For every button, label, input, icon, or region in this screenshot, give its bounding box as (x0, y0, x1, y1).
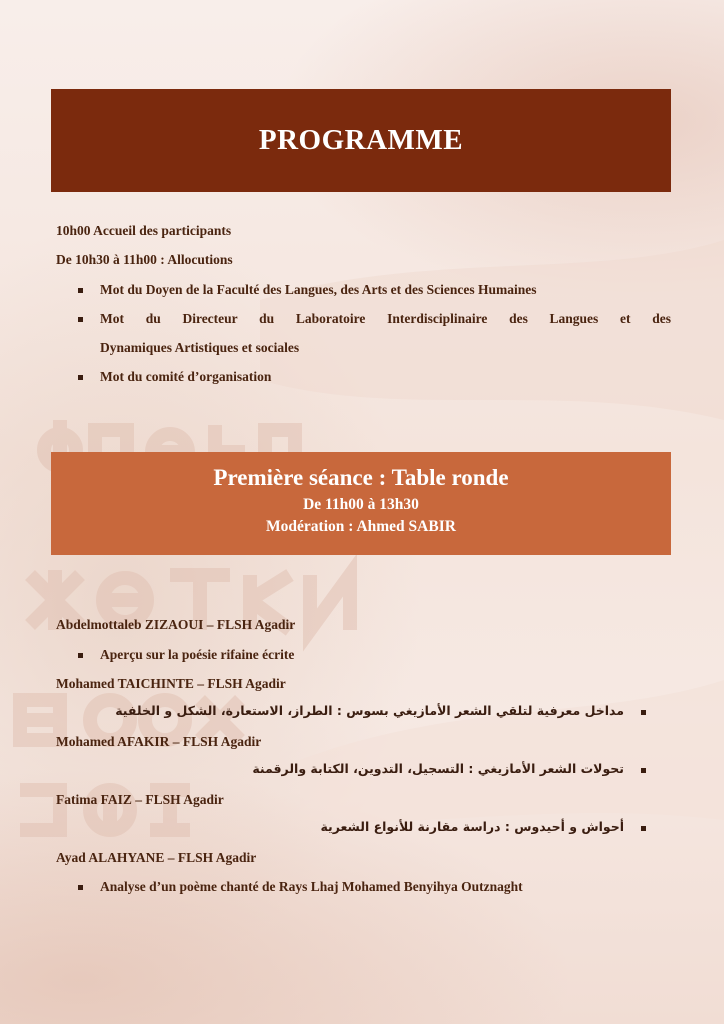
bullet-icon (641, 826, 646, 831)
welcome-line: 10h00 Accueil des participants (56, 223, 232, 238)
bullet-icon (78, 885, 83, 890)
bullet-icon (78, 317, 83, 322)
list-item-text: Mot du Directeur du Laboratoire Interdisciplinaire des Langues et des (100, 311, 671, 326)
bullet-icon (78, 288, 83, 293)
list-item-text: Mot du Doyen de la Faculté des Langues, des Arts et des Sciences Humaines (100, 282, 537, 297)
programme-title: PROGRAMME (258, 124, 464, 156)
list-item-text-continued: Dynamiques Artistiques et sociales (100, 340, 300, 355)
list-item-text: Mot du comité d’organisation (100, 369, 272, 384)
session-moderation: Modération : Ahmed SABIR (266, 518, 456, 535)
talk-title: مداخل معرفية لتلقي الشعر الأمازيغي بسوس : الطراز، الاستعارة، الشكل و الخلفية (115, 703, 624, 718)
talk-title: تحولات الشعر الأمازيغي : التسجيل، التدوين، الكتابة والرقمنة (252, 761, 624, 776)
programme-banner (51, 89, 671, 192)
allocutions-line: De 10h30 à 11h00 : Allocutions (56, 252, 233, 267)
talk-title: Aperçu sur la poésie rifaine écrite (100, 647, 295, 662)
bullet-icon (78, 375, 83, 380)
speaker-name: Ayad ALAHYANE – FLSH Agadir (56, 850, 257, 865)
session-banner (51, 452, 671, 555)
speaker-name: Abdelmottaleb ZIZAOUI – FLSH Agadir (56, 617, 296, 632)
session-time: De 11h00 à 13h30 (303, 496, 419, 513)
speaker-name: Mohamed AFAKIR – FLSH Agadir (56, 734, 262, 749)
bullet-icon (78, 653, 83, 658)
bullet-icon (641, 768, 646, 773)
speaker-name: Mohamed TAICHINTE – FLSH Agadir (56, 676, 286, 691)
speaker-name: Fatima FAIZ – FLSH Agadir (56, 792, 224, 807)
talk-title: أحواش و أحيدوس : دراسة مقارنة للأنواع الشعرية (320, 819, 624, 834)
session-title: Première séance : Table ronde (213, 465, 509, 490)
bullet-icon (641, 710, 646, 715)
talk-title: Analyse d’un poème chanté de Rays Lhaj Mohamed Benyihya Outznaght (100, 879, 523, 894)
